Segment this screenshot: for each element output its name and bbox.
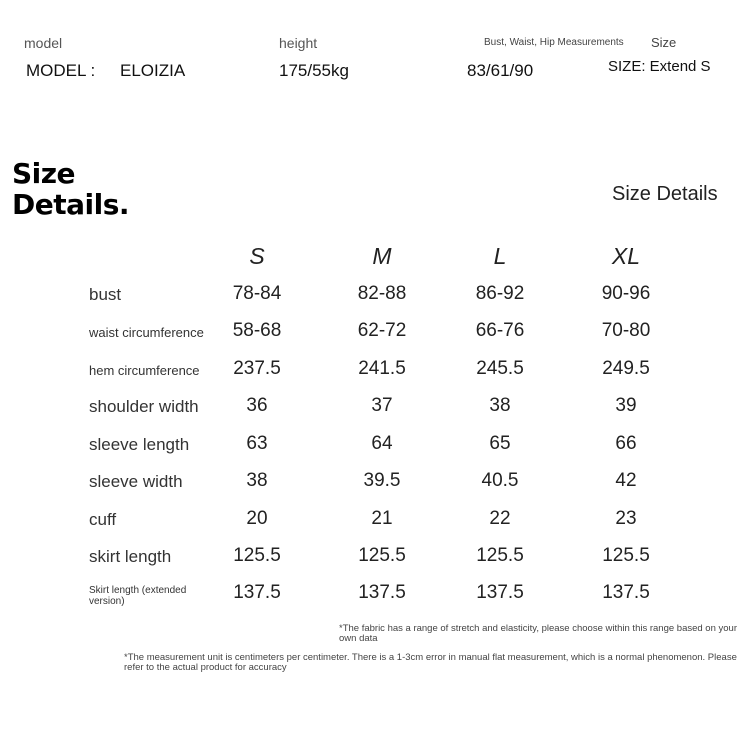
table-cell: 86-92 [475,283,525,304]
column-header-s: S [249,243,265,269]
table-cell: 137.5 [233,582,281,603]
table-cell: 125.5 [358,545,406,566]
table-cell: 38 [489,395,511,416]
table-cell: 42 [615,470,637,491]
table-cell: 249.5 [602,358,650,379]
table-cell: 70-80 [601,320,651,341]
measurements-label: Bust, Waist, Hip Measurements [484,37,624,48]
table-cell: 38 [246,470,268,491]
table-cell: 58-68 [232,320,282,341]
column-header-xl: XL [611,243,641,269]
table-cell: 37 [371,395,393,416]
model-name: ELOIZIA [120,61,186,80]
table-cell: 39 [615,395,637,416]
row-label: sleeve length [89,435,190,454]
column-header-m: M [372,243,392,269]
table-cell: 20 [246,508,268,529]
table-cell: 65 [489,433,511,454]
row-label: skirt length [89,547,172,566]
model-label: model [24,35,63,51]
table-cell: 23 [615,508,637,529]
model-size: SIZE: Extend S [608,58,711,75]
table-cell: 66-76 [475,320,525,341]
table-cell: 22 [489,508,511,529]
heading-line-1: Size [12,157,76,190]
table-cell: 125.5 [602,545,650,566]
fabric-note: *The fabric has a range of stretch and elasticity, please choose within this range based on your own data [339,623,737,644]
model-height: 175/55kg [279,61,349,80]
table-cell: 21 [371,508,393,529]
measurement-note: *The measurement unit is centimeters per centimeter. There is a 1-3cm error in manual flat measurement, which is a normal phenomenon. Please refer to the actual product for accuracy [124,652,737,673]
row-label: hem circumference [89,363,200,378]
height-label: height [279,35,318,51]
table-cell: 125.5 [476,545,524,566]
table-cell: 62-72 [357,320,407,341]
size-details-right-heading: Size Details [612,183,718,205]
row-label: shoulder width [89,397,199,416]
heading-line-2: Details. [12,188,130,221]
table-cell: 64 [371,433,393,454]
table-cell: 90-96 [601,283,651,304]
row-label: Skirt length (extended version) [89,585,187,607]
table-cell: 245.5 [476,358,524,379]
model-prefix: MODEL : [26,61,96,80]
table-cell: 66 [615,433,637,454]
table-cell: 36 [246,395,268,416]
table-cell: 63 [246,433,268,454]
table-cell: 137.5 [476,582,524,603]
size-label: Size [651,35,677,50]
table-cell: 78-84 [232,283,282,304]
table-cell: 39.5 [363,470,401,491]
table-cell: 137.5 [602,582,650,603]
table-cell: 237.5 [233,358,281,379]
row-label: bust [89,285,122,304]
table-cell: 125.5 [233,545,281,566]
table-cell: 241.5 [358,358,406,379]
row-label: cuff [89,510,117,529]
table-cell: 137.5 [358,582,406,603]
size-details-heading [12,158,129,220]
row-label: sleeve width [89,472,183,491]
table-cell: 40.5 [481,470,519,491]
column-header-l: L [493,243,507,269]
model-measurements: 83/61/90 [467,61,534,80]
row-label: waist circumference [89,325,204,340]
table-cell: 82-88 [357,283,407,304]
